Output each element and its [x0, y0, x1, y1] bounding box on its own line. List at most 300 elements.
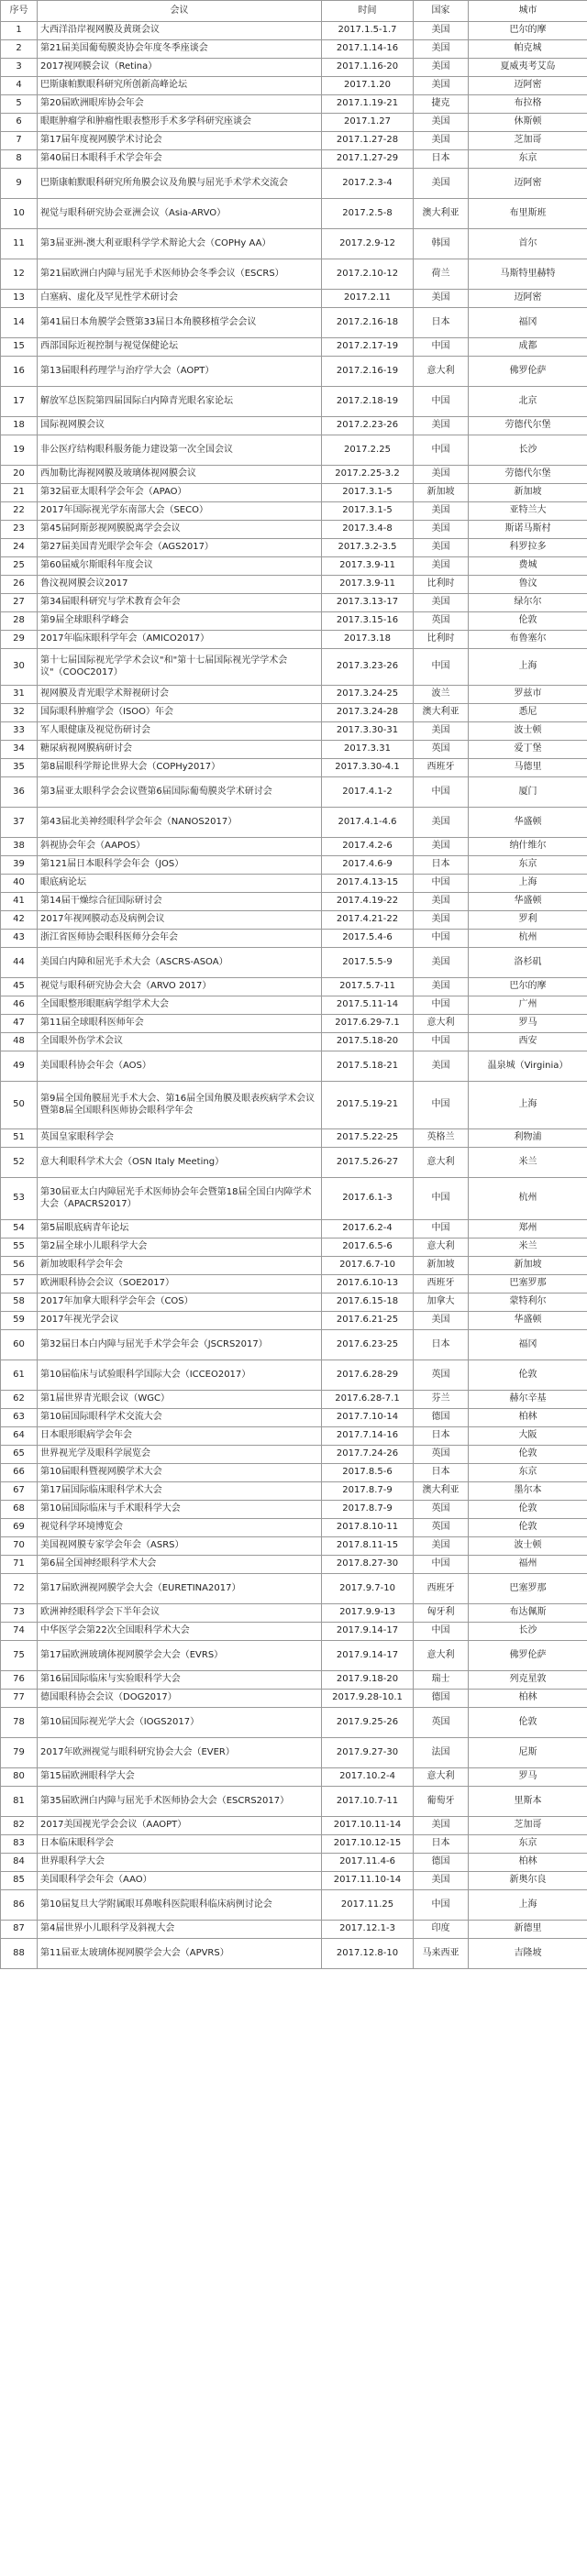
table-row	[1, 308, 587, 338]
cell-country: 中国	[414, 930, 469, 948]
cell-index: 55	[1, 1238, 38, 1257]
cell-country: 葡萄牙	[414, 1787, 469, 1817]
table-row	[1, 1220, 587, 1238]
cell-country: 美国	[414, 169, 469, 199]
cell-country: 意大利	[414, 1015, 469, 1033]
cell-date: 2017.9.9-13	[322, 1604, 414, 1623]
cell-conference: 第32届亚太眼科学会年会（APAO）	[38, 484, 322, 502]
table-row	[1, 1391, 587, 1409]
cell-conference: 第13届眼科药理学与治疗学大会（AOPT）	[38, 357, 322, 387]
cell-city: 华盛顿	[469, 808, 587, 838]
cell-date: 2017.3.1-5	[322, 484, 414, 502]
cell-conference: 糖尿病视网膜病研讨会	[38, 741, 322, 759]
cell-index: 48	[1, 1033, 38, 1051]
cell-index: 10	[1, 199, 38, 229]
header-city: 城市	[469, 1, 587, 22]
cell-country: 日本	[414, 1330, 469, 1360]
cell-country: 比利时	[414, 631, 469, 649]
cell-index: 67	[1, 1482, 38, 1501]
table-row	[1, 704, 587, 722]
cell-index: 16	[1, 357, 38, 387]
cell-conference: 美国视网膜专家学会年会（ASRS）	[38, 1537, 322, 1556]
cell-country: 马来西亚	[414, 1939, 469, 1969]
cell-date: 2017.1.27	[322, 114, 414, 132]
cell-city: 布鲁塞尔	[469, 631, 587, 649]
cell-conference: 英国皇家眼科学会	[38, 1129, 322, 1148]
cell-city: 新德里	[469, 1921, 587, 1939]
cell-index: 13	[1, 290, 38, 308]
cell-date: 2017.2.16-19	[322, 357, 414, 387]
cell-conference: 解放军总医院第四届国际白内障青光眼名家论坛	[38, 387, 322, 417]
cell-city: 伦敦	[469, 1501, 587, 1519]
cell-index: 70	[1, 1537, 38, 1556]
cell-date: 2017.7.24-26	[322, 1446, 414, 1464]
cell-index: 75	[1, 1641, 38, 1671]
cell-country: 韩国	[414, 229, 469, 259]
cell-index: 50	[1, 1082, 38, 1129]
cell-conference: 国际眼科肿瘤学会（ISOO）年会	[38, 704, 322, 722]
cell-index: 44	[1, 948, 38, 978]
cell-date: 2017.10.11-14	[322, 1817, 414, 1835]
cell-country: 芬兰	[414, 1391, 469, 1409]
cell-conference: 美国眼科协会年会（AOS）	[38, 1051, 322, 1082]
table-row	[1, 1082, 587, 1129]
cell-city: 米兰	[469, 1238, 587, 1257]
cell-city: 爱丁堡	[469, 741, 587, 759]
cell-country: 美国	[414, 417, 469, 435]
cell-country: 英国	[414, 1708, 469, 1738]
cell-conference: 第16届国际临床与实验眼科学大会	[38, 1671, 322, 1690]
cell-date: 2017.11.25	[322, 1890, 414, 1921]
table-row	[1, 856, 587, 875]
cell-index: 40	[1, 875, 38, 893]
cell-date: 2017.3.2-3.5	[322, 539, 414, 557]
cell-city: 洛杉矶	[469, 948, 587, 978]
cell-date: 2017.1.5-1.7	[322, 22, 414, 40]
cell-conference: 世界视光学及眼科学展览会	[38, 1446, 322, 1464]
cell-city: 罗马	[469, 1768, 587, 1787]
cell-city: 巴塞罗那	[469, 1275, 587, 1294]
cell-index: 77	[1, 1690, 38, 1708]
cell-country: 日本	[414, 1427, 469, 1446]
cell-conference: 第17届欧洲视网膜学会大会（EURETINA2017）	[38, 1574, 322, 1604]
cell-country: 德国	[414, 1690, 469, 1708]
cell-city: 华盛顿	[469, 1312, 587, 1330]
cell-date: 2017.6.28-29	[322, 1360, 414, 1391]
cell-conference: 巴斯康帕默眼科研究所创新高峰论坛	[38, 77, 322, 95]
cell-date: 2017.2.10-12	[322, 259, 414, 290]
cell-date: 2017.6.29-7.1	[322, 1015, 414, 1033]
cell-index: 74	[1, 1623, 38, 1641]
table-row	[1, 1768, 587, 1787]
cell-date: 2017.12.8-10	[322, 1939, 414, 1969]
cell-country: 日本	[414, 308, 469, 338]
cell-date: 2017.5.7-11	[322, 978, 414, 996]
cell-index: 37	[1, 808, 38, 838]
cell-conference: 斜视协会年会（AAPOS）	[38, 838, 322, 856]
cell-conference: 第1届世界青光眼会议（WGC）	[38, 1391, 322, 1409]
cell-country: 中国	[414, 1220, 469, 1238]
cell-city: 华盛顿	[469, 893, 587, 911]
cell-city: 伦敦	[469, 1708, 587, 1738]
table-row	[1, 1033, 587, 1051]
cell-conference: 新加坡眼科学会年会	[38, 1257, 322, 1275]
cell-index: 43	[1, 930, 38, 948]
cell-index: 39	[1, 856, 38, 875]
cell-conference: 全国眼整形眼眶病学组学术大会	[38, 996, 322, 1015]
cell-country: 美国	[414, 1051, 469, 1082]
cell-country: 法国	[414, 1738, 469, 1768]
cell-conference: 2017美国视光学会会议（AAOPT）	[38, 1817, 322, 1835]
cell-country: 中国	[414, 435, 469, 466]
cell-country: 西班牙	[414, 759, 469, 777]
cell-conference: 欧洲眼科协会会议（SOE2017）	[38, 1275, 322, 1294]
table-row	[1, 875, 587, 893]
cell-conference: 视网膜及青光眼学术辩视研讨会	[38, 686, 322, 704]
cell-index: 84	[1, 1854, 38, 1872]
cell-date: 2017.1.27-29	[322, 150, 414, 169]
cell-conference: 第20届欧洲眼库协会年会	[38, 95, 322, 114]
cell-city: 布拉格	[469, 95, 587, 114]
cell-date: 2017.5.22-25	[322, 1129, 414, 1148]
cell-date: 2017.2.11	[322, 290, 414, 308]
table-header-row	[1, 1, 587, 22]
cell-conference: 第30届亚太白内障屈光手术医师协会年会暨第18届全国白内障学术大会（APACRS2017）	[38, 1178, 322, 1220]
table-row	[1, 387, 587, 417]
cell-conference: 第4届世界小儿眼科学及斜视大会	[38, 1921, 322, 1939]
cell-date: 2017.4.21-22	[322, 911, 414, 930]
cell-conference: 视觉与眼科研究协会大会（ARVO 2017）	[38, 978, 322, 996]
table-row	[1, 1360, 587, 1391]
cell-country: 美国	[414, 40, 469, 59]
cell-date: 2017.4.1-4.6	[322, 808, 414, 838]
cell-city: 悉尼	[469, 704, 587, 722]
table-row	[1, 114, 587, 132]
table-row	[1, 1178, 587, 1220]
cell-country: 英国	[414, 1446, 469, 1464]
cell-date: 2017.9.25-26	[322, 1708, 414, 1738]
cell-index: 53	[1, 1178, 38, 1220]
cell-city: 杭州	[469, 1178, 587, 1220]
cell-country: 中国	[414, 1033, 469, 1051]
cell-country: 英国	[414, 741, 469, 759]
cell-date: 2017.4.13-15	[322, 875, 414, 893]
cell-conference: 第9届全球眼科学峰会	[38, 612, 322, 631]
cell-date: 2017.9.14-17	[322, 1641, 414, 1671]
cell-country: 美国	[414, 978, 469, 996]
cell-conference: 欧洲神经眼科学会下半年会议	[38, 1604, 322, 1623]
cell-index: 68	[1, 1501, 38, 1519]
cell-date: 2017.5.18-20	[322, 1033, 414, 1051]
header-date: 时间	[322, 1, 414, 22]
cell-conference: 第3届亚洲-澳大利亚眼科学学术辩论大会（COPHy AA）	[38, 229, 322, 259]
cell-country: 美国	[414, 1817, 469, 1835]
table-row	[1, 22, 587, 40]
header-country: 国家	[414, 1, 469, 22]
cell-city: 吉隆坡	[469, 1939, 587, 1969]
table-row	[1, 838, 587, 856]
cell-index: 64	[1, 1427, 38, 1446]
cell-date: 2017.8.7-9	[322, 1501, 414, 1519]
cell-index: 35	[1, 759, 38, 777]
table-row	[1, 948, 587, 978]
cell-country: 中国	[414, 1082, 469, 1129]
cell-country: 英国	[414, 1501, 469, 1519]
cell-date: 2017.10.7-11	[322, 1787, 414, 1817]
cell-date: 2017.6.7-10	[322, 1257, 414, 1275]
cell-conference: 鲁汶视网膜会议2017	[38, 576, 322, 594]
cell-conference: 第17届欧洲玻璃体视网膜学会大会（EVRS）	[38, 1641, 322, 1671]
table-row	[1, 502, 587, 521]
header-index: 序号	[1, 1, 38, 22]
cell-country: 新加坡	[414, 484, 469, 502]
cell-conference: 2017年欧洲视觉与眼科研究协会大会（EVER）	[38, 1738, 322, 1768]
cell-city: 鲁汶	[469, 576, 587, 594]
cell-index: 49	[1, 1051, 38, 1082]
cell-conference: 第10届国际眼科学术交流大会	[38, 1409, 322, 1427]
table-row	[1, 594, 587, 612]
cell-index: 34	[1, 741, 38, 759]
cell-index: 27	[1, 594, 38, 612]
table-row	[1, 576, 587, 594]
cell-conference: 2017年加拿大眼科学会年会（COS）	[38, 1294, 322, 1312]
cell-city: 布达佩斯	[469, 1604, 587, 1623]
cell-conference: 第40届日本眼科手术学会年会	[38, 150, 322, 169]
cell-index: 47	[1, 1015, 38, 1033]
cell-date: 2017.2.17-19	[322, 338, 414, 357]
table-row	[1, 338, 587, 357]
table-row	[1, 132, 587, 150]
cell-index: 2	[1, 40, 38, 59]
cell-conference: 国际视网膜会议	[38, 417, 322, 435]
cell-date: 2017.3.4-8	[322, 521, 414, 539]
cell-city: 福州	[469, 1556, 587, 1574]
cell-index: 6	[1, 114, 38, 132]
cell-index: 76	[1, 1671, 38, 1690]
cell-date: 2017.5.26-27	[322, 1148, 414, 1178]
cell-index: 88	[1, 1939, 38, 1969]
cell-index: 26	[1, 576, 38, 594]
table-row	[1, 1641, 587, 1671]
cell-country: 中国	[414, 777, 469, 808]
cell-city: 郑州	[469, 1220, 587, 1238]
cell-date: 2017.10.12-15	[322, 1835, 414, 1854]
cell-city: 佛罗伦萨	[469, 357, 587, 387]
cell-conference: 眼底病论坛	[38, 875, 322, 893]
cell-country: 中国	[414, 996, 469, 1015]
cell-conference: 美国白内障和屈光手术大会（ASCRS-ASOA）	[38, 948, 322, 978]
cell-date: 2017.2.16-18	[322, 308, 414, 338]
cell-date: 2017.12.1-3	[322, 1921, 414, 1939]
cell-date: 2017.1.14-16	[322, 40, 414, 59]
cell-index: 32	[1, 704, 38, 722]
cell-date: 2017.4.6-9	[322, 856, 414, 875]
cell-date: 2017.2.9-12	[322, 229, 414, 259]
cell-conference: 第35届欧洲白内障与屈光手术医师协会大会（ESCRS2017）	[38, 1787, 322, 1817]
cell-date: 2017.1.19-21	[322, 95, 414, 114]
table-row	[1, 77, 587, 95]
cell-country: 德国	[414, 1854, 469, 1872]
cell-date: 2017.1.20	[322, 77, 414, 95]
table-row	[1, 1446, 587, 1464]
cell-date: 2017.3.1-5	[322, 502, 414, 521]
cell-conference: 第10届国际临床与手术眼科学大会	[38, 1501, 322, 1519]
cell-country: 加拿大	[414, 1294, 469, 1312]
cell-city: 长沙	[469, 435, 587, 466]
cell-index: 3	[1, 59, 38, 77]
table-row	[1, 722, 587, 741]
cell-conference: 眼眶肿瘤学和肿瘤性眼表整形手术多学科研究座谈会	[38, 114, 322, 132]
cell-city: 里斯本	[469, 1787, 587, 1817]
table-row	[1, 95, 587, 114]
cell-city: 纳什维尔	[469, 838, 587, 856]
cell-country: 西班牙	[414, 1275, 469, 1294]
cell-city: 马斯特里赫特	[469, 259, 587, 290]
cell-country: 美国	[414, 1872, 469, 1890]
cell-conference: 第10届临床与试验眼科学国际大会（ICCEO2017）	[38, 1360, 322, 1391]
cell-city: 劳德代尔堡	[469, 417, 587, 435]
cell-index: 23	[1, 521, 38, 539]
cell-city: 伦敦	[469, 1519, 587, 1537]
cell-country: 美国	[414, 948, 469, 978]
cell-conference: 西加勒比海视网膜及玻璃体视网膜会议	[38, 466, 322, 484]
table-row	[1, 1464, 587, 1482]
cell-city: 首尔	[469, 229, 587, 259]
cell-city: 佛罗伦萨	[469, 1641, 587, 1671]
cell-city: 亚特兰大	[469, 502, 587, 521]
cell-index: 7	[1, 132, 38, 150]
table-row	[1, 1921, 587, 1939]
cell-conference: 浙江省医师协会眼科医师分会年会	[38, 930, 322, 948]
cell-date: 2017.7.14-16	[322, 1427, 414, 1446]
cell-city: 上海	[469, 649, 587, 686]
cell-city: 福冈	[469, 308, 587, 338]
table-row	[1, 1890, 587, 1921]
cell-country: 英格兰	[414, 1129, 469, 1148]
cell-city: 巴尔的摩	[469, 22, 587, 40]
cell-index: 17	[1, 387, 38, 417]
cell-city: 大阪	[469, 1427, 587, 1446]
cell-date: 2017.2.25-3.2	[322, 466, 414, 484]
table-row	[1, 1312, 587, 1330]
cell-city: 新加坡	[469, 484, 587, 502]
table-row	[1, 741, 587, 759]
header-conference: 会议	[38, 1, 322, 22]
cell-date: 2017.3.24-28	[322, 704, 414, 722]
cell-country: 捷克	[414, 95, 469, 114]
cell-city: 列克星敦	[469, 1671, 587, 1690]
cell-city: 西安	[469, 1033, 587, 1051]
cell-conference: 第14届干燥综合征国际研讨会	[38, 893, 322, 911]
cell-index: 86	[1, 1890, 38, 1921]
table-row	[1, 259, 587, 290]
cell-city: 科罗拉多	[469, 539, 587, 557]
cell-city: 厦门	[469, 777, 587, 808]
table-row	[1, 40, 587, 59]
cell-country: 英国	[414, 1519, 469, 1537]
table-body	[1, 22, 587, 1969]
cell-index: 73	[1, 1604, 38, 1623]
cell-date: 2017.3.18	[322, 631, 414, 649]
cell-conference: 巴斯康帕默眼科研究所角膜会议及角膜与屈光手术学术交流会	[38, 169, 322, 199]
cell-date: 2017.5.4-6	[322, 930, 414, 948]
cell-conference: 第60届威尔斯眼科年度会议	[38, 557, 322, 576]
cell-index: 8	[1, 150, 38, 169]
table-row	[1, 631, 587, 649]
cell-country: 中国	[414, 1623, 469, 1641]
cell-country: 美国	[414, 594, 469, 612]
table-row	[1, 1690, 587, 1708]
cell-date: 2017.11.10-14	[322, 1872, 414, 1890]
cell-index: 1	[1, 22, 38, 40]
cell-city: 迈阿密	[469, 290, 587, 308]
cell-city: 费城	[469, 557, 587, 576]
cell-index: 25	[1, 557, 38, 576]
cell-index: 28	[1, 612, 38, 631]
cell-city: 柏林	[469, 1854, 587, 1872]
cell-date: 2017.6.10-13	[322, 1275, 414, 1294]
cell-conference: 第8届眼科学辩论世界大会（COPHy2017）	[38, 759, 322, 777]
cell-date: 2017.9.28-10.1	[322, 1690, 414, 1708]
table-row	[1, 1738, 587, 1768]
cell-date: 2017.3.13-17	[322, 594, 414, 612]
table-row	[1, 1604, 587, 1623]
cell-conference: 第6届全国神经眼科学术大会	[38, 1556, 322, 1574]
cell-index: 79	[1, 1738, 38, 1768]
cell-conference: 第9届全国角膜屈光手术大会、第16届全国角膜及眼表疾病学术会议暨第8届全国眼科医师协会眼科学年会	[38, 1082, 322, 1129]
table-row	[1, 1708, 587, 1738]
cell-conference: 第10届复旦大学附属眼耳鼻喉科医院眼科临床病例讨论会	[38, 1890, 322, 1921]
cell-city: 赫尔辛基	[469, 1391, 587, 1409]
table-row	[1, 1330, 587, 1360]
table-row	[1, 521, 587, 539]
cell-city: 巴塞罗那	[469, 1574, 587, 1604]
cell-country: 美国	[414, 838, 469, 856]
cell-city: 福冈	[469, 1330, 587, 1360]
table-row	[1, 1519, 587, 1537]
cell-city: 广州	[469, 996, 587, 1015]
cell-country: 美国	[414, 893, 469, 911]
cell-country: 美国	[414, 502, 469, 521]
cell-city: 迈阿密	[469, 169, 587, 199]
cell-date: 2017.6.21-25	[322, 1312, 414, 1330]
cell-conference: 第11届全球眼科医师年会	[38, 1015, 322, 1033]
cell-city: 芝加哥	[469, 132, 587, 150]
cell-date: 2017.5.5-9	[322, 948, 414, 978]
cell-index: 46	[1, 996, 38, 1015]
cell-conference: 德国眼科协会会议（DOG2017）	[38, 1690, 322, 1708]
cell-country: 日本	[414, 1464, 469, 1482]
cell-country: 中国	[414, 1556, 469, 1574]
table-row	[1, 978, 587, 996]
cell-city: 成都	[469, 338, 587, 357]
cell-city: 伦敦	[469, 1446, 587, 1464]
cell-conference: 非公医疗结构眼科服务能力建设第一次全国会议	[38, 435, 322, 466]
cell-conference: 白塞病、虚化及罕见性学术研讨会	[38, 290, 322, 308]
cell-city: 波士顿	[469, 722, 587, 741]
cell-conference: 第21届欧洲白内障与屈光手术医师协会冬季会议（ESCRS）	[38, 259, 322, 290]
cell-city: 东京	[469, 150, 587, 169]
table-row	[1, 1238, 587, 1257]
cell-index: 45	[1, 978, 38, 996]
table-row	[1, 1787, 587, 1817]
table-row	[1, 169, 587, 199]
table-row	[1, 1482, 587, 1501]
cell-country: 荷兰	[414, 259, 469, 290]
cell-city: 利物浦	[469, 1129, 587, 1148]
cell-date: 2017.3.31	[322, 741, 414, 759]
cell-country: 美国	[414, 521, 469, 539]
